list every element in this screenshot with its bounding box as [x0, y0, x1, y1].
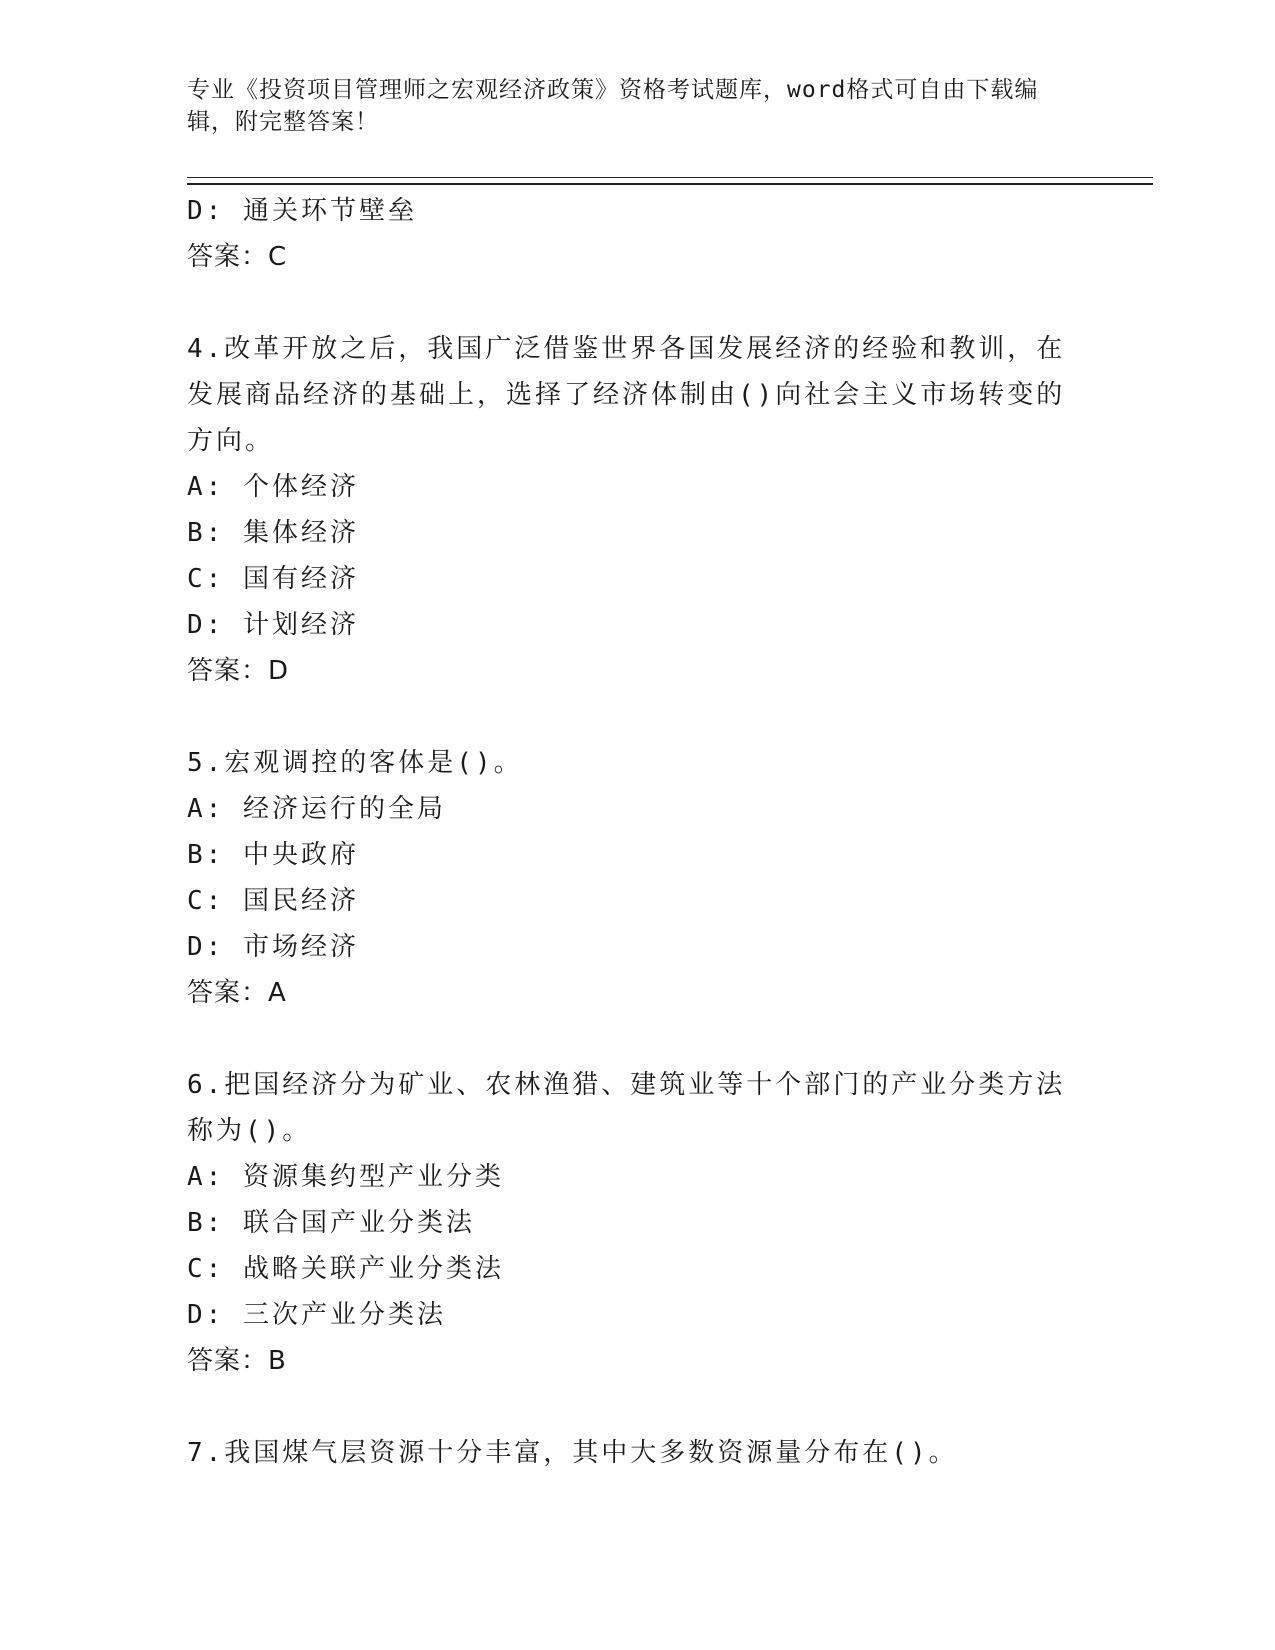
header-line-2: 辑，附完整答案！ — [187, 109, 379, 135]
prev-question-tail — [187, 188, 1087, 280]
option-b: B: 集体经济 — [187, 518, 359, 548]
option-a: A: 资源集约型产业分类 — [187, 1162, 504, 1192]
option-d: D: 市场经济 — [187, 932, 359, 962]
question-7 — [187, 1430, 1087, 1476]
header-divider-thin — [187, 177, 1153, 178]
answer-line: 答案：A — [187, 978, 287, 1008]
option-d: D: 三次产业分类法 — [187, 1300, 446, 1330]
header-divider-thick — [187, 183, 1153, 185]
option-d: D: 计划经济 — [187, 610, 359, 640]
answer-line: 答案：B — [187, 1346, 287, 1376]
option-d: D: 通关环节壁垒 — [187, 196, 417, 226]
option-a: A: 个体经济 — [187, 472, 359, 502]
document-header — [187, 74, 1067, 138]
option-b: B: 中央政府 — [187, 840, 359, 870]
question-stem-line: 6.把国经济分为矿业、农林渔猎、建筑业等十个部门的产业分类方法 — [187, 1070, 1066, 1100]
question-stem-line: 7.我国煤气层资源十分丰富，其中大多数资源量分布在()。 — [187, 1438, 958, 1468]
question-5 — [187, 740, 1087, 1016]
option-c: C: 战略关联产业分类法 — [187, 1254, 504, 1284]
question-stem-line: 5.宏观调控的客体是()。 — [187, 748, 523, 778]
option-c: C: 国民经济 — [187, 886, 359, 916]
spacer — [187, 280, 1087, 326]
answer-line: 答案：C — [187, 242, 288, 272]
question-stem-line: 称为()。 — [187, 1116, 312, 1146]
option-a: A: 经济运行的全局 — [187, 794, 446, 824]
header-line-1: 专业《投资项目管理师之宏观经济政策》资格考试题库，word格式可自由下载编 — [187, 77, 1039, 103]
spacer — [187, 1384, 1087, 1430]
question-stem-line: 发展商品经济的基础上，选择了经济体制由()向社会主义市场转变的 — [187, 380, 1066, 410]
answer-line: 答案：D — [187, 656, 290, 686]
question-content — [187, 188, 1087, 1476]
question-6 — [187, 1062, 1087, 1384]
spacer — [187, 694, 1087, 740]
spacer — [187, 1016, 1087, 1062]
question-4 — [187, 326, 1087, 694]
option-b: B: 联合国产业分类法 — [187, 1208, 475, 1238]
question-stem-line: 方向。 — [187, 426, 275, 456]
option-c: C: 国有经济 — [187, 564, 359, 594]
question-stem-line: 4.改革开放之后，我国广泛借鉴世界各国发展经济的经验和教训，在 — [187, 334, 1066, 364]
